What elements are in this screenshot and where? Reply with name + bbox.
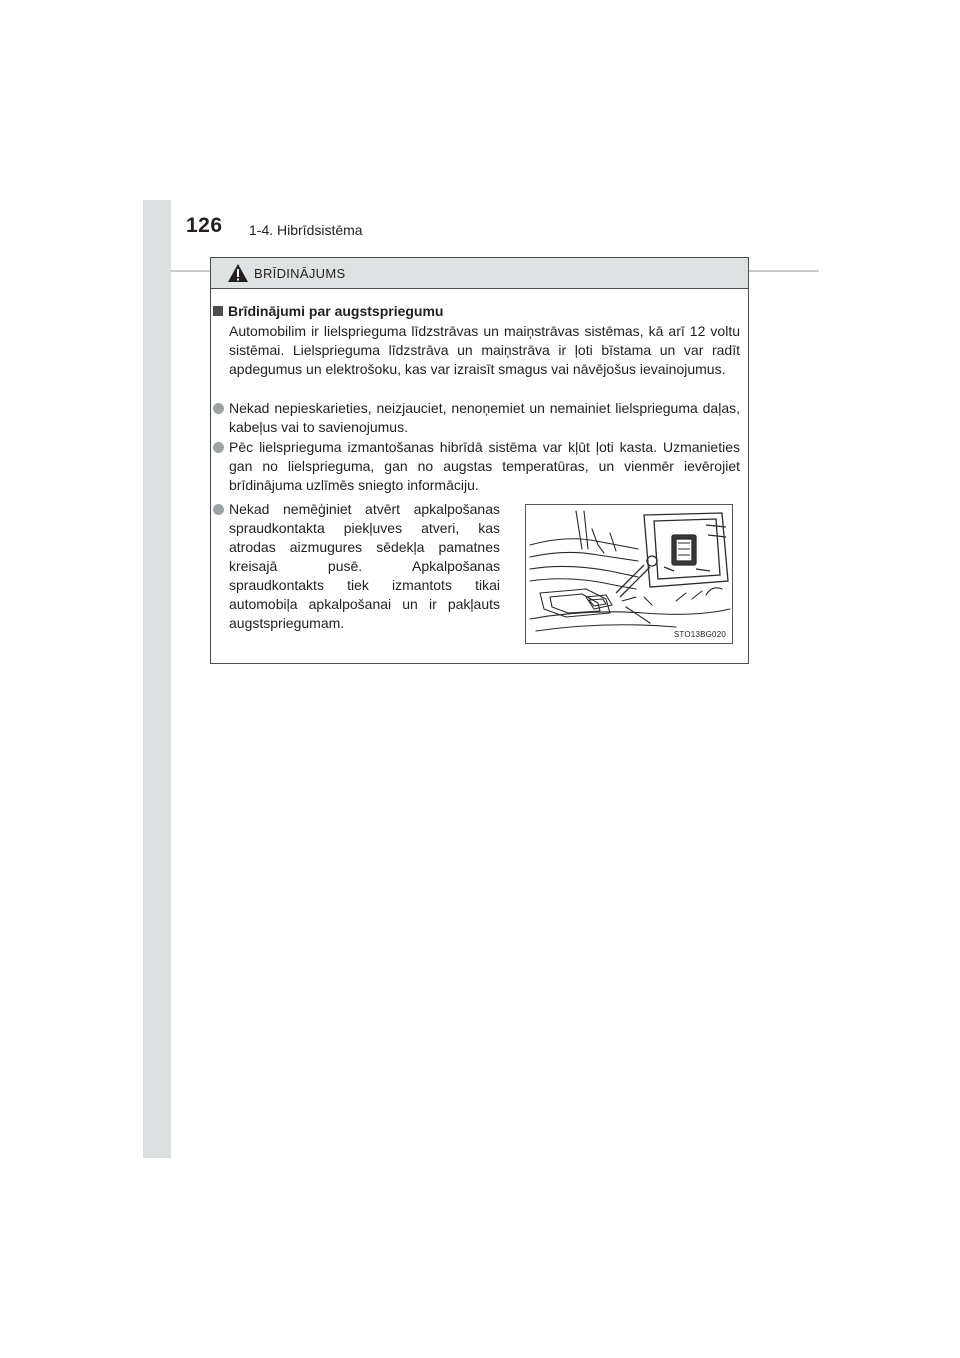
bullet-text: Nekad nepieskarieties, neizjauciet, nenoņemiet un nemainiet lielsprieguma daļas, kabeļus vai to savienojumus. (229, 400, 740, 435)
bullet-text: Pēc lielsprieguma izmantošanas hibrīdā sistēma var kļūt ļoti kasta. Uzmanieties gan no lielsprieguma, gan no augstas temperatūras, un vienmēr ievērojiet brīdinājuma uzlīmēs sniegto informāciju. (229, 439, 740, 493)
bullet-dot-icon (213, 504, 224, 515)
rear-seat-service-plug-drawing (526, 505, 733, 644)
bullet-text: Nekad nemēģiniet atvērt apkalpošanas spraudkontakta piekļuves atveri, kas atrodas aizmugures sēdekļa pamatnes kreisajā pusē. Apkalpošanas spraudkontakts tiek izmantots tikai automobiļa apkalpošanai un ir pakļauts augstspriegumam. (229, 501, 500, 631)
warning-header (211, 258, 748, 289)
warning-heading-text: Brīdinājumi par augstspriegumu (228, 303, 444, 319)
warning-title: BRĪDINĀJUMS (254, 266, 346, 281)
figure-code: STO13BG020 (673, 630, 726, 639)
heading-square-icon (213, 306, 223, 316)
bullet-dot-icon (213, 403, 224, 414)
warning-triangle-icon (227, 263, 249, 283)
bullet-dot-icon (213, 442, 224, 453)
warning-paragraph: Automobilim ir lielsprieguma līdzstrāvas un maiņstrāvas sistēmas, kā arī 12 voltu sistēmai. Lielsprieguma līdzstrāva un maiņstrāva ir ļoti bīstama un var radīt apdegumus un elektrošoku, kas var izraisīt smagus vai nāvējošus ievainojumus. (229, 323, 740, 377)
side-band (143, 200, 171, 1158)
service-plug-illustration (525, 504, 733, 644)
section-title: 1-4. Hibrīdsistēma (249, 222, 363, 238)
page-number: 126 (186, 214, 223, 237)
warning-heading (213, 303, 443, 319)
